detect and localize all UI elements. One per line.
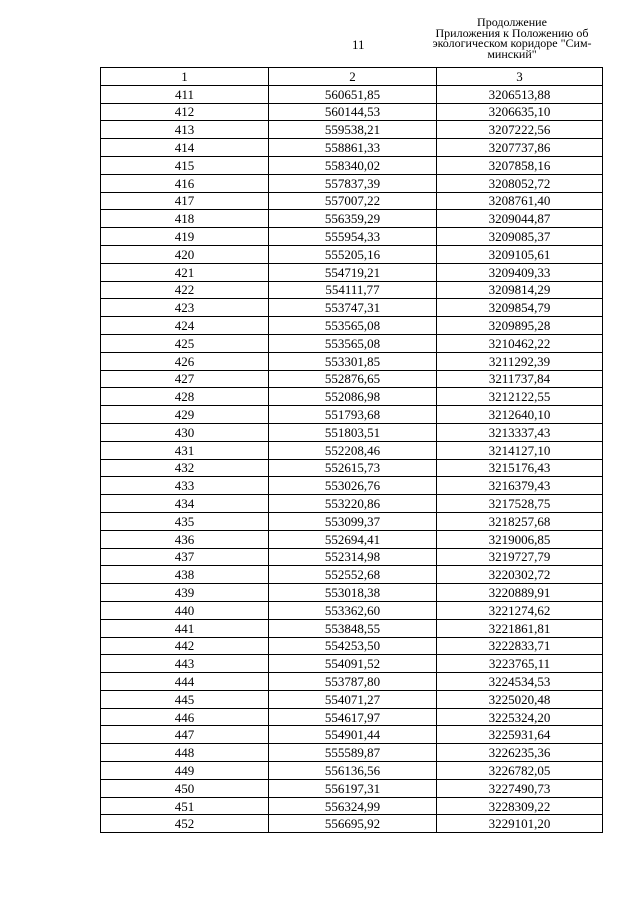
table-row bbox=[101, 815, 603, 833]
table-row bbox=[101, 139, 603, 157]
point-number-cell: 415 bbox=[101, 156, 269, 174]
x-coordinate-cell: 553848,55 bbox=[269, 619, 437, 637]
point-number-cell: 424 bbox=[101, 317, 269, 335]
column-header-y-coordinate: 3 bbox=[437, 68, 603, 86]
point-number-cell: 419 bbox=[101, 228, 269, 246]
y-coordinate-cell: 3217528,75 bbox=[437, 495, 603, 513]
y-coordinate-cell: 3206513,88 bbox=[437, 85, 603, 103]
x-coordinate-cell: 554901,44 bbox=[269, 726, 437, 744]
point-number-cell: 436 bbox=[101, 530, 269, 548]
x-coordinate-cell: 554253,50 bbox=[269, 637, 437, 655]
point-number-cell: 445 bbox=[101, 690, 269, 708]
point-number-cell: 413 bbox=[101, 121, 269, 139]
point-number-cell: 433 bbox=[101, 477, 269, 495]
table-row bbox=[101, 192, 603, 210]
x-coordinate-cell: 553787,80 bbox=[269, 673, 437, 691]
x-coordinate-cell: 555954,33 bbox=[269, 228, 437, 246]
point-number-cell: 435 bbox=[101, 512, 269, 530]
x-coordinate-cell: 556359,29 bbox=[269, 210, 437, 228]
table-row bbox=[101, 690, 603, 708]
table-row bbox=[101, 423, 603, 441]
point-number-cell: 437 bbox=[101, 548, 269, 566]
point-number-cell: 450 bbox=[101, 779, 269, 797]
y-coordinate-cell: 3212640,10 bbox=[437, 406, 603, 424]
point-number-cell: 429 bbox=[101, 406, 269, 424]
x-coordinate-cell: 553362,60 bbox=[269, 601, 437, 619]
point-number-cell: 411 bbox=[101, 85, 269, 103]
table-row bbox=[101, 317, 603, 335]
y-coordinate-cell: 3226782,05 bbox=[437, 762, 603, 780]
y-coordinate-cell: 3207222,56 bbox=[437, 121, 603, 139]
table-body bbox=[101, 85, 603, 832]
table-row bbox=[101, 228, 603, 246]
x-coordinate-cell: 555589,87 bbox=[269, 744, 437, 762]
x-coordinate-cell: 552314,98 bbox=[269, 548, 437, 566]
table-row bbox=[101, 388, 603, 406]
table-row bbox=[101, 601, 603, 619]
x-coordinate-cell: 553565,08 bbox=[269, 334, 437, 352]
point-number-cell: 443 bbox=[101, 655, 269, 673]
table-header-row bbox=[101, 68, 603, 86]
point-number-cell: 432 bbox=[101, 459, 269, 477]
x-coordinate-cell: 552694,41 bbox=[269, 530, 437, 548]
x-coordinate-cell: 553565,08 bbox=[269, 317, 437, 335]
x-coordinate-cell: 554719,21 bbox=[269, 263, 437, 281]
header-note-line: Продолжение bbox=[477, 15, 547, 29]
x-coordinate-cell: 553747,31 bbox=[269, 299, 437, 317]
x-coordinate-cell: 553099,37 bbox=[269, 512, 437, 530]
x-coordinate-cell: 556695,92 bbox=[269, 815, 437, 833]
table-row bbox=[101, 495, 603, 513]
y-coordinate-cell: 3207858,16 bbox=[437, 156, 603, 174]
point-number-cell: 449 bbox=[101, 762, 269, 780]
y-coordinate-cell: 3208052,72 bbox=[437, 174, 603, 192]
table-row bbox=[101, 263, 603, 281]
point-number-cell: 452 bbox=[101, 815, 269, 833]
y-coordinate-cell: 3224534,53 bbox=[437, 673, 603, 691]
y-coordinate-cell: 3221861,81 bbox=[437, 619, 603, 637]
point-number-cell: 447 bbox=[101, 726, 269, 744]
table-row bbox=[101, 299, 603, 317]
point-number-cell: 425 bbox=[101, 334, 269, 352]
table-row bbox=[101, 566, 603, 584]
point-number-cell: 426 bbox=[101, 352, 269, 370]
point-number-cell: 448 bbox=[101, 744, 269, 762]
table-row bbox=[101, 281, 603, 299]
x-coordinate-cell: 552086,98 bbox=[269, 388, 437, 406]
point-number-cell: 431 bbox=[101, 441, 269, 459]
y-coordinate-cell: 3213337,43 bbox=[437, 423, 603, 441]
point-number-cell: 438 bbox=[101, 566, 269, 584]
table-row bbox=[101, 779, 603, 797]
column-header-x-coordinate: 2 bbox=[269, 68, 437, 86]
x-coordinate-cell: 553018,38 bbox=[269, 584, 437, 602]
table-row bbox=[101, 744, 603, 762]
x-coordinate-cell: 553220,86 bbox=[269, 495, 437, 513]
point-number-cell: 417 bbox=[101, 192, 269, 210]
y-coordinate-cell: 3223765,11 bbox=[437, 655, 603, 673]
x-coordinate-cell: 554617,97 bbox=[269, 708, 437, 726]
table-row bbox=[101, 406, 603, 424]
x-coordinate-cell: 552208,46 bbox=[269, 441, 437, 459]
table-row bbox=[101, 352, 603, 370]
table-row bbox=[101, 548, 603, 566]
table-row bbox=[101, 103, 603, 121]
y-coordinate-cell: 3208761,40 bbox=[437, 192, 603, 210]
table-row bbox=[101, 210, 603, 228]
table-row bbox=[101, 584, 603, 602]
y-coordinate-cell: 3227490,73 bbox=[437, 779, 603, 797]
y-coordinate-cell: 3209814,29 bbox=[437, 281, 603, 299]
y-coordinate-cell: 3219006,85 bbox=[437, 530, 603, 548]
point-number-cell: 444 bbox=[101, 673, 269, 691]
header-note-line: Приложения к Положению об bbox=[435, 25, 589, 40]
point-number-cell: 423 bbox=[101, 299, 269, 317]
y-coordinate-cell: 3209854,79 bbox=[437, 299, 603, 317]
table-row bbox=[101, 655, 603, 673]
x-coordinate-cell: 551803,51 bbox=[269, 423, 437, 441]
x-coordinate-cell: 551793,68 bbox=[269, 406, 437, 424]
point-number-cell: 428 bbox=[101, 388, 269, 406]
x-coordinate-cell: 560651,85 bbox=[269, 85, 437, 103]
y-coordinate-cell: 3209105,61 bbox=[437, 245, 603, 263]
y-coordinate-cell: 3220889,91 bbox=[437, 584, 603, 602]
x-coordinate-cell: 553026,76 bbox=[269, 477, 437, 495]
table-row bbox=[101, 726, 603, 744]
table-row bbox=[101, 174, 603, 192]
x-coordinate-cell: 554091,52 bbox=[269, 655, 437, 673]
x-coordinate-cell: 557007,22 bbox=[269, 192, 437, 210]
table-row bbox=[101, 708, 603, 726]
y-coordinate-cell: 3225020,48 bbox=[437, 690, 603, 708]
point-number-cell: 427 bbox=[101, 370, 269, 388]
x-coordinate-cell: 558340,02 bbox=[269, 156, 437, 174]
y-coordinate-cell: 3229101,20 bbox=[437, 815, 603, 833]
table-row bbox=[101, 619, 603, 637]
y-coordinate-cell: 3212122,55 bbox=[437, 388, 603, 406]
table-row bbox=[101, 797, 603, 815]
column-header-point-number: 1 bbox=[101, 68, 269, 86]
x-coordinate-cell: 557837,39 bbox=[269, 174, 437, 192]
table-row bbox=[101, 477, 603, 495]
y-coordinate-cell: 3211737,84 bbox=[437, 370, 603, 388]
y-coordinate-cell: 3209085,37 bbox=[437, 228, 603, 246]
y-coordinate-cell: 3225324,20 bbox=[437, 708, 603, 726]
point-number-cell: 416 bbox=[101, 174, 269, 192]
y-coordinate-cell: 3221274,62 bbox=[437, 601, 603, 619]
page-number: 11 bbox=[352, 37, 365, 52]
coordinates-table-container bbox=[100, 67, 602, 833]
x-coordinate-cell: 559538,21 bbox=[269, 121, 437, 139]
table-row bbox=[101, 121, 603, 139]
table-row bbox=[101, 441, 603, 459]
point-number-cell: 434 bbox=[101, 495, 269, 513]
point-number-cell: 446 bbox=[101, 708, 269, 726]
y-coordinate-cell: 3209409,33 bbox=[437, 263, 603, 281]
y-coordinate-cell: 3207737,86 bbox=[437, 139, 603, 157]
x-coordinate-cell: 553301,85 bbox=[269, 352, 437, 370]
table-row bbox=[101, 762, 603, 780]
point-number-cell: 441 bbox=[101, 619, 269, 637]
point-number-cell: 414 bbox=[101, 139, 269, 157]
point-number-cell: 422 bbox=[101, 281, 269, 299]
point-number-cell: 421 bbox=[101, 263, 269, 281]
point-number-cell: 440 bbox=[101, 601, 269, 619]
x-coordinate-cell: 552552,68 bbox=[269, 566, 437, 584]
table-row bbox=[101, 245, 603, 263]
x-coordinate-cell: 556197,31 bbox=[269, 779, 437, 797]
y-coordinate-cell: 3214127,10 bbox=[437, 441, 603, 459]
point-number-cell: 420 bbox=[101, 245, 269, 263]
x-coordinate-cell: 554071,27 bbox=[269, 690, 437, 708]
y-coordinate-cell: 3218257,68 bbox=[437, 512, 603, 530]
y-coordinate-cell: 3215176,43 bbox=[437, 459, 603, 477]
table-row bbox=[101, 637, 603, 655]
y-coordinate-cell: 3211292,39 bbox=[437, 352, 603, 370]
y-coordinate-cell: 3220302,72 bbox=[437, 566, 603, 584]
x-coordinate-cell: 560144,53 bbox=[269, 103, 437, 121]
y-coordinate-cell: 3228309,22 bbox=[437, 797, 603, 815]
x-coordinate-cell: 552876,65 bbox=[269, 370, 437, 388]
table-row bbox=[101, 459, 603, 477]
y-coordinate-cell: 3216379,43 bbox=[437, 477, 603, 495]
x-coordinate-cell: 556324,99 bbox=[269, 797, 437, 815]
x-coordinate-cell: 555205,16 bbox=[269, 245, 437, 263]
y-coordinate-cell: 3209044,87 bbox=[437, 210, 603, 228]
table-row bbox=[101, 370, 603, 388]
point-number-cell: 430 bbox=[101, 423, 269, 441]
y-coordinate-cell: 3222833,71 bbox=[437, 637, 603, 655]
header-note bbox=[418, 17, 606, 59]
point-number-cell: 439 bbox=[101, 584, 269, 602]
table-row bbox=[101, 334, 603, 352]
y-coordinate-cell: 3209895,28 bbox=[437, 317, 603, 335]
y-coordinate-cell: 3226235,36 bbox=[437, 744, 603, 762]
y-coordinate-cell: 3225931,64 bbox=[437, 726, 603, 744]
header-note-line: экологическом коридоре "Сим- bbox=[432, 36, 592, 50]
point-number-cell: 412 bbox=[101, 103, 269, 121]
coordinates-table bbox=[100, 67, 603, 833]
point-number-cell: 451 bbox=[101, 797, 269, 815]
y-coordinate-cell: 3219727,79 bbox=[437, 548, 603, 566]
point-number-cell: 418 bbox=[101, 210, 269, 228]
point-number-cell: 442 bbox=[101, 637, 269, 655]
y-coordinate-cell: 3210462,22 bbox=[437, 334, 603, 352]
x-coordinate-cell: 554111,77 bbox=[269, 281, 437, 299]
y-coordinate-cell: 3206635,10 bbox=[437, 103, 603, 121]
table-row bbox=[101, 530, 603, 548]
table-row bbox=[101, 85, 603, 103]
table-row bbox=[101, 673, 603, 691]
table-row bbox=[101, 512, 603, 530]
x-coordinate-cell: 556136,56 bbox=[269, 762, 437, 780]
x-coordinate-cell: 558861,33 bbox=[269, 139, 437, 157]
table-row bbox=[101, 156, 603, 174]
header-note-line: минский" bbox=[487, 46, 537, 61]
x-coordinate-cell: 552615,73 bbox=[269, 459, 437, 477]
